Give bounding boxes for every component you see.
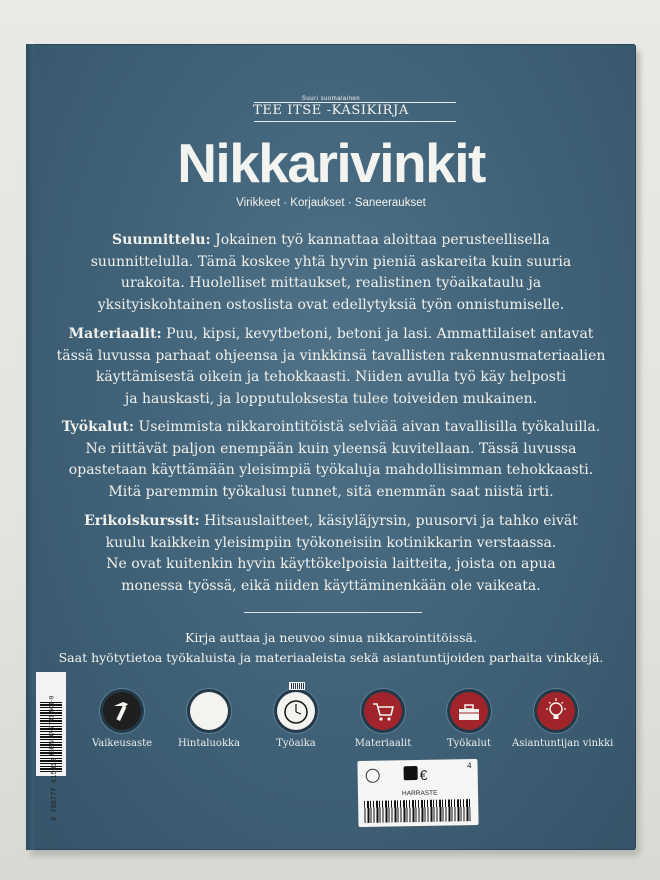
price-sticker	[357, 759, 478, 827]
section-tyokalut	[26, 417, 636, 503]
legend-item-hintaluokka	[165, 692, 253, 749]
bag-icon	[404, 766, 418, 780]
legend-label: Vaikeusaste	[91, 738, 153, 749]
divider	[244, 612, 422, 613]
isbn-text: ISBN 87-7741-501-9	[48, 695, 56, 756]
section-line: opastetaan käyttämään yleisimpiä työkaluja mahdollisimman tehokkaasti.	[68, 462, 594, 478]
barcode-number: 9 788777 415012	[51, 757, 59, 821]
store-logo-icon	[366, 769, 380, 783]
section-line: suunnittelulla. Tämä koskee yhtä hyvin pieniä askareita kuin suuria	[90, 253, 572, 270]
section-line: Puu, kipsi, kevytbetoni, betoni ja lasi. Ammattilaiset antavat	[161, 326, 594, 342]
legend-item-tyokalut	[425, 692, 513, 749]
section-line: Ne ovat kuitenkin hyvin käyttökelpoisia laitteita, joista on apua	[106, 556, 556, 572]
book-title: Nikkarivinkit	[177, 132, 485, 194]
section-line: käyttämisestä oikein ja tehokkaasti. Niiden avulla työ käy helposti	[95, 369, 567, 385]
legend-item-materiaalit	[339, 692, 427, 749]
section-label: Suunnittelu:	[112, 232, 211, 248]
legend-item-tyoaika	[252, 692, 340, 749]
lightbulb-icon	[537, 692, 575, 730]
legend-label: Työaika	[276, 738, 316, 749]
outro-line: Saat hyötytietoa työkaluista ja materiaaleista sekä asiantuntijoiden parhaita vinkkejä.	[58, 650, 604, 665]
section-materiaalit	[26, 324, 636, 410]
outro-line: Kirja auttaa ja neuvoo sinua nikkarointitöissä.	[185, 630, 477, 645]
series-small-text: Suuri suomalainen	[301, 96, 361, 102]
section-label: Materiaalit:	[68, 326, 162, 342]
outro-text	[26, 628, 636, 668]
book-back-cover	[26, 44, 636, 850]
section-line: Jokainen työ kannattaa aloittaa perusteellisella	[210, 232, 550, 248]
sticker-category: HARRASTE	[401, 789, 438, 798]
stopwatch-icon	[277, 692, 315, 730]
legend-label: Materiaalit	[354, 738, 412, 749]
hammer-icon	[103, 692, 141, 730]
shopping-cart-icon	[364, 692, 402, 730]
sticker-barcode	[364, 799, 470, 823]
legend-item-asiantuntijan-vinkki	[512, 692, 614, 749]
legend-label: Hintaluokka	[177, 738, 241, 749]
series-rule-bottom	[254, 121, 456, 122]
stopwatch-crown	[289, 682, 305, 690]
series-title: TEE ITSE -KÄSIKIRJA	[253, 103, 409, 118]
section-line: Hitsauslaitteet, käsiyläjyrsin, puusorvi ja tahko eivät	[199, 513, 578, 529]
legend-label: Työkalut	[446, 738, 492, 749]
section-label: Työkalut:	[61, 419, 135, 435]
legend-item-vaikeusaste	[78, 692, 166, 749]
sticker-number: 4	[466, 761, 472, 771]
section-line: urakoita. Huolelliset mittaukset, realistinen työaikataulu ja	[120, 275, 542, 291]
section-line: Mitä paremmin työkalusi tunnet, sitä enemmän saat niistä irti.	[108, 483, 554, 500]
section-line: Ne riittävät paljon enempään kuin yleensä kuvitellaan. Tässä luvussa	[85, 440, 577, 457]
isbn-barcode	[36, 672, 66, 821]
book-subtitle: Virikkeet · Korjaukset · Saneeraukset	[236, 197, 426, 209]
toolbox-icon	[450, 692, 488, 730]
section-line: yksityiskohtainen ostoslista ovat edellytyksiä työn onnistumiselle.	[97, 296, 565, 313]
section-suunnittelu	[26, 230, 636, 316]
section-line: tässä luvussa parhaat ohjeensa ja vinkkinsä tavallisten rakennusmateriaalien	[56, 347, 606, 364]
legend-label: Asiantuntijan vinkki	[512, 738, 614, 749]
section-line: Useimmista nikkarointitöistä selviää aivan tavallisilla työkaluilla.	[134, 419, 601, 435]
section-line: ja hauskasti, ja lopputuloksesta tulee toiveiden mukainen.	[124, 390, 538, 407]
section-line: monessa työssä, eikä niiden käyttäminenkään ole vaikeata.	[121, 577, 541, 594]
section-line: kuulu kaikkein yleisimpiin työkoneisiin kotinikkarin verstaassa.	[105, 534, 557, 551]
section-label: Erikoiskurssit:	[84, 513, 200, 529]
section-erikoiskurssit	[26, 511, 636, 597]
currency-symbol: €	[419, 766, 428, 783]
cooking-pot-icon	[190, 692, 228, 730]
